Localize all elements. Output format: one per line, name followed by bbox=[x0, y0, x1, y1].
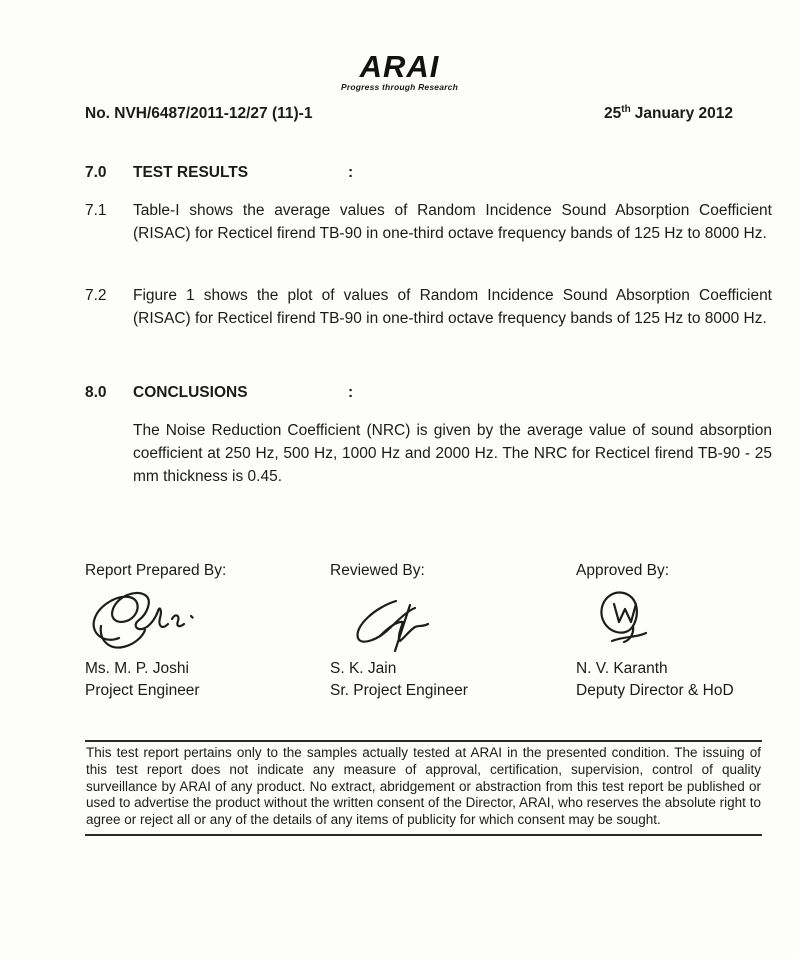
prepared-signature bbox=[85, 582, 310, 658]
section-7-number: 7.0 bbox=[85, 164, 107, 181]
arai-logo-tagline: Progress through Research bbox=[341, 82, 458, 92]
reviewed-signature-icon bbox=[330, 596, 450, 658]
approved-by-title: Deputy Director & HoD bbox=[576, 682, 734, 699]
prepared-by-title: Project Engineer bbox=[85, 682, 200, 699]
reviewed-by-name: S. K. Jain bbox=[330, 660, 397, 677]
report-date-month-year: January 2012 bbox=[634, 105, 733, 122]
signature-block-reviewed bbox=[330, 560, 555, 702]
section-8-title: CONCLUSIONS bbox=[133, 384, 248, 401]
arai-logo-text: ARAI bbox=[359, 49, 440, 84]
section-7-colon: : bbox=[348, 164, 354, 181]
report-number: No. NVH/6487/2011-12/27 (11)-1 bbox=[85, 105, 313, 122]
approved-signature-icon bbox=[588, 584, 680, 652]
paragraph-7-2 bbox=[85, 284, 772, 330]
paragraph-7-1-text: Table-I shows the average values of Random Incidence Sound Absorption Coefficient (RISAC) for Recticel firend TB-90 in one-third octave frequency bands of 125 Hz to 8000 Hz. bbox=[133, 202, 772, 242]
signature-block-prepared bbox=[85, 560, 310, 702]
reviewed-by-label: Reviewed By: bbox=[330, 562, 425, 579]
conclusion-text: The Noise Reduction Coefficient (NRC) is given by the average value of sound absorption coefficient at 250 Hz, 500 Hz, 1000 Hz and 2000 Hz. The NRC for Recticel firend TB-90 - 25 mm thickness is 0.45. bbox=[133, 422, 772, 485]
prepared-by-name: Ms. M. P. Joshi bbox=[85, 660, 189, 677]
reviewed-signature bbox=[330, 582, 555, 658]
arai-logo bbox=[0, 49, 799, 92]
report-date-day: 25 bbox=[604, 105, 622, 122]
approved-by-name: N. V. Karanth bbox=[576, 660, 668, 677]
paragraph-7-2-number: 7.2 bbox=[85, 287, 107, 304]
section-8-colon: : bbox=[348, 384, 354, 401]
approved-signature bbox=[576, 582, 799, 658]
section-8-heading bbox=[85, 382, 353, 404]
section-8-number: 8.0 bbox=[85, 384, 107, 401]
report-date bbox=[604, 103, 733, 125]
report-date-ordinal: th bbox=[621, 103, 631, 115]
approved-by-label: Approved By: bbox=[576, 562, 670, 579]
paragraph-7-1 bbox=[85, 199, 772, 245]
paragraph-7-2-text: Figure 1 shows the plot of values of Random Incidence Sound Absorption Coefficient (RISAC) for Recticel firend TB-90 in one-third octave frequency bands of 125 Hz to 8000 Hz. bbox=[133, 287, 772, 327]
disclaimer-text: This test report pertains only to the samples actually tested at ARAI in the presented condition. The issuing of this test report does not indicate any measure of approval, certification, supervision, control of quality surveillance by ARAI of any product. No extract, abridgement or abstraction from this test report be published or used to advertise the product without the written consent of the Director, ARAI, who reserves the absolute right to agree or reject all or any of the details of any items of publicity for which consent may be sought. bbox=[85, 740, 762, 836]
paragraph-7-1-number: 7.1 bbox=[85, 202, 107, 219]
reviewed-by-title: Sr. Project Engineer bbox=[330, 682, 468, 699]
signature-block-approved bbox=[576, 560, 799, 702]
prepared-by-label: Report Prepared By: bbox=[85, 562, 227, 579]
section-7-title: TEST RESULTS bbox=[133, 164, 249, 181]
section-7-heading bbox=[85, 162, 353, 184]
prepared-signature-icon bbox=[85, 586, 203, 658]
report-header-row bbox=[85, 103, 733, 125]
